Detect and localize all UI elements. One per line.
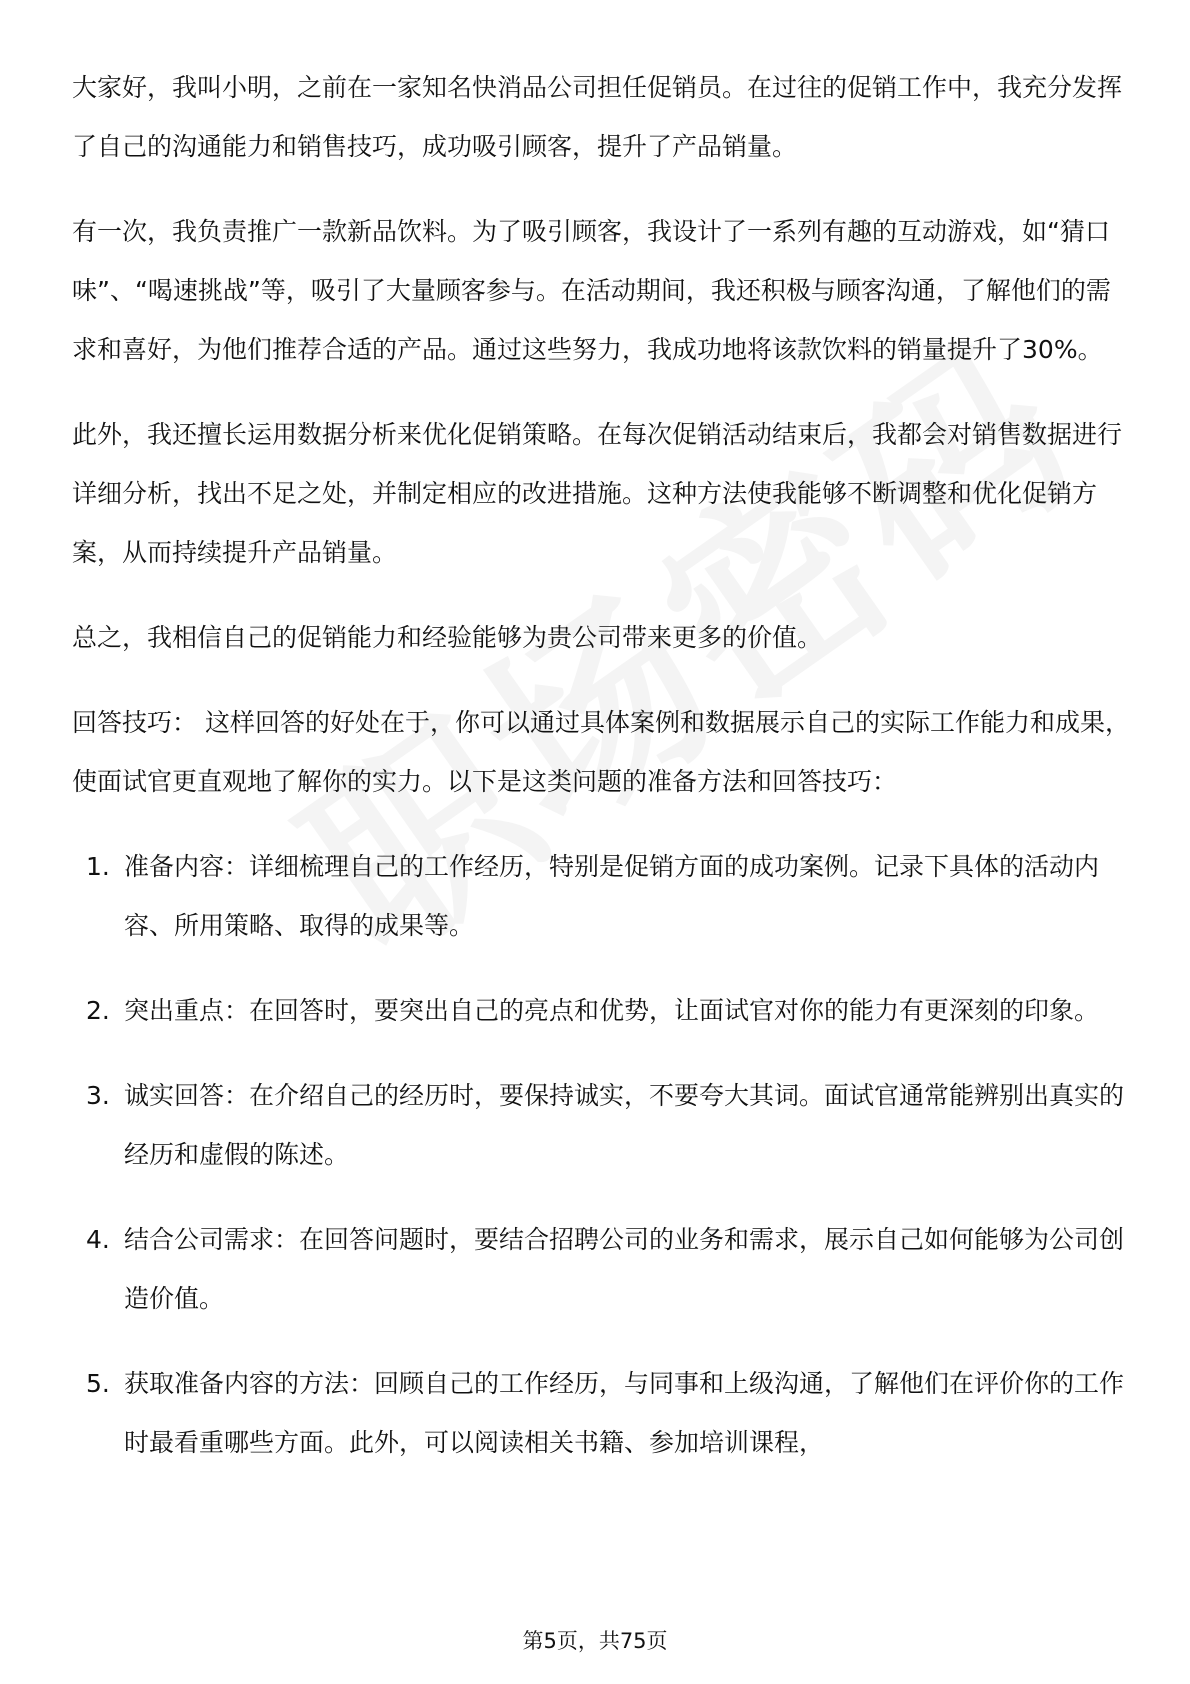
list-item-number: 5. <box>86 1369 110 1398</box>
list-item-text: 准备内容：详细梳理自己的工作经历，特别是促销方面的成功案例。记录下具体的活动内容、所用策略、取得的成果等。 <box>124 852 1100 940</box>
list-item <box>72 837 1132 955</box>
list-item-number: 1. <box>86 852 110 881</box>
paragraph-intro: 大家好，我叫小明，之前在一家知名快消品公司担任促销员。在过往的促销工作中，我充分发挥了自己的沟通能力和销售技巧，成功吸引顾客，提升了产品销量。 <box>72 73 1123 161</box>
list-item-number: 4. <box>86 1225 110 1254</box>
paragraph-answer-tips: 回答技巧： 这样回答的好处在于，你可以通过具体案例和数据展示自己的实际工作能力和成果，使面试官更直观地了解你的实力。以下是这类问题的准备方法和回答技巧： <box>72 708 1130 796</box>
paragraph-conclusion: 总之，我相信自己的促销能力和经验能够为贵公司带来更多的价值。 <box>72 623 823 652</box>
page-footer: 第5页，共75页 <box>522 1629 668 1653</box>
list-item <box>72 1066 1132 1184</box>
list-item <box>72 1210 1132 1328</box>
list-item-number: 3. <box>86 1081 110 1110</box>
list-item-number: 2. <box>86 996 110 1025</box>
tips-list <box>72 837 1132 1472</box>
list-item <box>72 1354 1132 1472</box>
list-item-text: 结合公司需求：在回答问题时，要结合招聘公司的业务和需求，展示自己如何能够为公司创造价值。 <box>124 1225 1125 1313</box>
list-item-text: 诚实回答：在介绍自己的经历时，要保持诚实，不要夸大其词。面试官通常能辨别出真实的经历和虚假的陈述。 <box>124 1081 1125 1169</box>
paragraph-case-study: 有一次，我负责推广一款新品饮料。为了吸引顾客，我设计了一系列有趣的互动游戏，如“猜口味”、“喝速挑战”等，吸引了大量顾客参与。在活动期间，我还积极与顾客沟通，了解他们的需求和喜好，为他们推荐合适的产品。通过这些努力，我成功地将该款饮料的销量提升了30%。 <box>72 217 1111 364</box>
list-item-text: 获取准备内容的方法：回顾自己的工作经历，与同事和上级沟通，了解他们在评价你的工作时最看重哪些方面。此外，可以阅读相关书籍、参加培训课程， <box>124 1369 1125 1457</box>
document-body <box>72 58 1132 1498</box>
list-item-text: 突出重点：在回答时，要突出自己的亮点和优势，让面试官对你的能力有更深刻的印象。 <box>124 996 1100 1025</box>
list-item <box>72 981 1132 1040</box>
paragraph-data-analysis: 此外，我还擅长运用数据分析来优化促销策略。在每次促销活动结束后，我都会对销售数据进行详细分析，找出不足之处，并制定相应的改进措施。这种方法使我能够不断调整和优化促销方案，从而持续提升产品销量。 <box>72 420 1123 567</box>
